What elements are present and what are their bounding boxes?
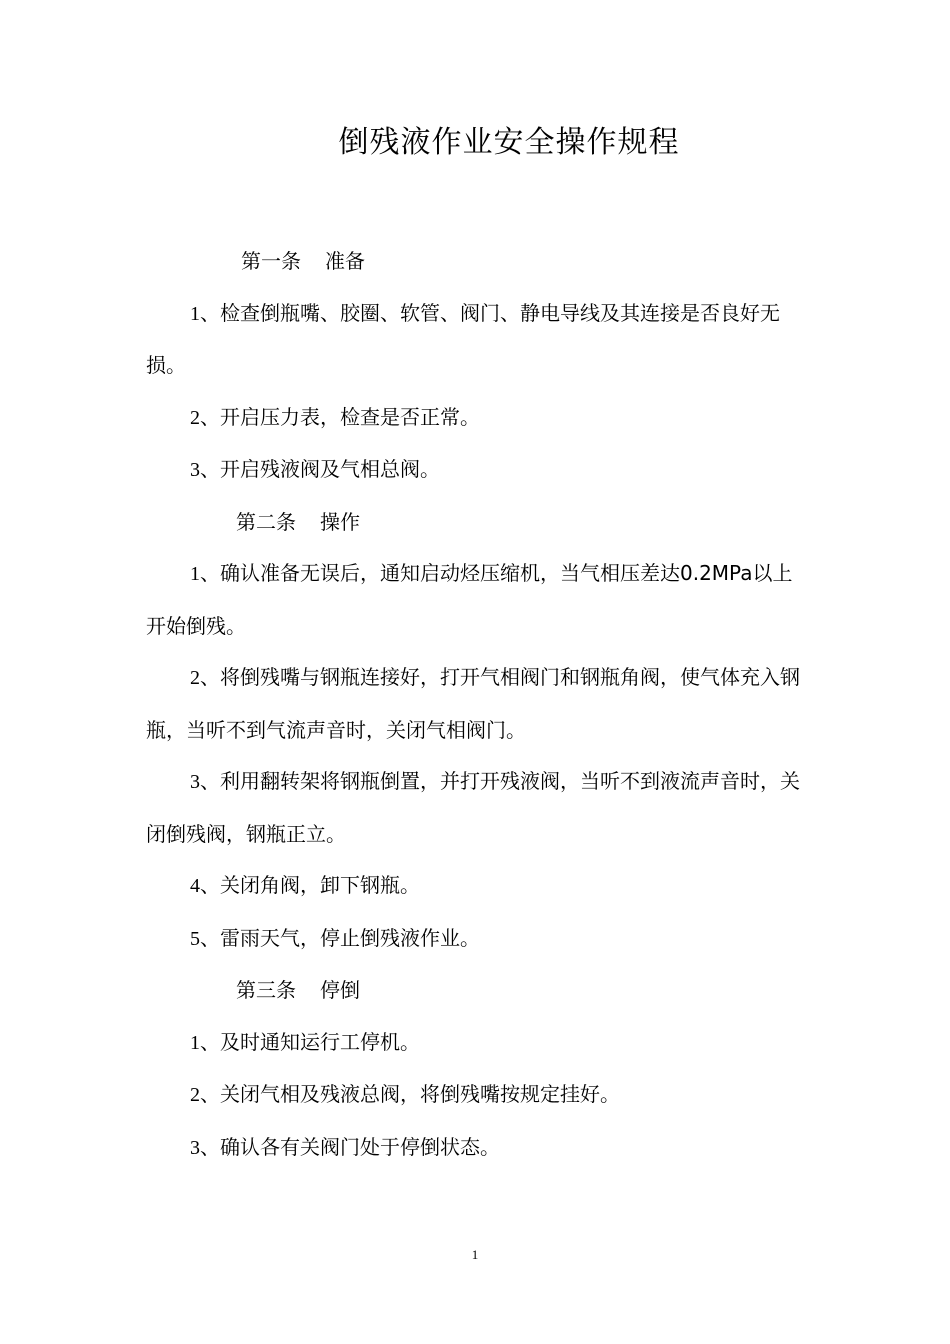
item-number: 5、 <box>190 927 220 950</box>
section-number: 第二条 <box>236 509 296 534</box>
item-number: 2、 <box>190 406 220 429</box>
item-number: 3、 <box>190 459 220 481</box>
item-number: 2、 <box>190 1084 220 1106</box>
item-text: 雷雨天气，停止倒残液作业。 <box>220 925 480 950</box>
list-item <box>146 652 808 756</box>
section-number: 第一条 <box>241 249 301 273</box>
section-number: 第三条 <box>236 978 296 1002</box>
item-text: 关闭角阀，卸下钢瓶。 <box>220 873 420 897</box>
section-label: 准备 <box>325 249 365 273</box>
item-text: 开启压力表，检查是否正常。 <box>220 404 480 429</box>
item-number: 3、 <box>190 771 220 793</box>
item-text: 利用翻转架将钢瓶倒置，并打开残液阀，当听不到液流声音时，关闭倒残阀，钢瓶正立。 <box>146 769 800 846</box>
item-text: 确认各有关阀门处于停倒状态。 <box>220 1134 500 1159</box>
document-body <box>146 236 808 1174</box>
item-number: 1、 <box>190 1031 220 1054</box>
list-item <box>146 1069 808 1122</box>
item-text: 开启残液阀及气相总阀。 <box>220 457 440 481</box>
item-number: 1、 <box>190 302 220 325</box>
item-text: 及时通知运行工停机。 <box>220 1029 420 1054</box>
list-item <box>146 756 808 860</box>
section-heading <box>146 965 808 1017</box>
item-text: 关闭气相及残液总阀，将倒残嘴按规定挂好。 <box>220 1082 620 1106</box>
item-number: 3、 <box>190 1136 220 1159</box>
section-label: 操作 <box>320 509 360 534</box>
section-label: 停倒 <box>320 978 360 1002</box>
list-item <box>146 913 808 966</box>
list-item <box>146 860 808 913</box>
list-item <box>146 1122 808 1175</box>
list-item <box>146 548 808 652</box>
section-heading <box>146 236 808 288</box>
item-text: 确认准备无误后，通知启动烃压缩机，当气相压差达0.2MPa以上开始倒残。 <box>146 561 793 638</box>
item-number: 2、 <box>190 667 220 689</box>
page-number: 1 <box>471 1247 479 1262</box>
item-number: 1、 <box>190 563 220 585</box>
section-heading <box>146 497 808 549</box>
item-number: 4、 <box>190 875 220 897</box>
list-item <box>146 288 808 392</box>
item-text: 将倒残嘴与钢瓶连接好，打开气相阀门和钢瓶角阀，使气体充入钢瓶，当听不到气流声音时，关闭气相阀门。 <box>146 665 800 742</box>
document-title: 倒残液作业安全操作规程 <box>338 125 680 160</box>
item-text: 检查倒瓶嘴、胶圈、软管、阀门、静电导线及其连接是否良好无损。 <box>146 300 780 377</box>
list-item <box>146 444 808 497</box>
list-item <box>146 1017 808 1070</box>
list-item <box>146 392 808 445</box>
